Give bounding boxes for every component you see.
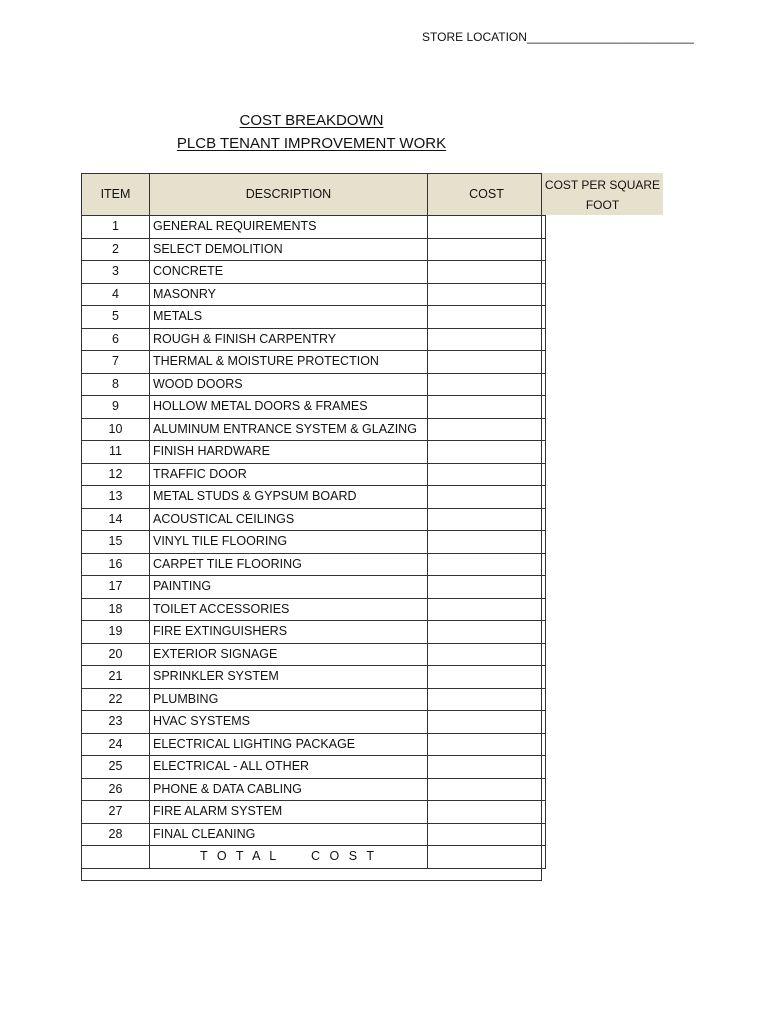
table-row (82, 688, 546, 711)
item-number-cell: 10 (82, 418, 150, 441)
cost-cell[interactable] (428, 283, 546, 306)
total-row (82, 846, 546, 869)
column-header-description: DESCRIPTION (150, 174, 428, 216)
table-row (82, 553, 546, 576)
item-number-cell: 2 (82, 238, 150, 261)
item-number-cell: 6 (82, 328, 150, 351)
item-number-cell: 4 (82, 283, 150, 306)
description-cell: ROUGH & FINISH CARPENTRY (150, 328, 428, 351)
item-number-cell: 23 (82, 711, 150, 734)
description-cell: ACOUSTICAL CEILINGS (150, 508, 428, 531)
item-number-cell: 19 (82, 621, 150, 644)
description-cell: ALUMINUM ENTRANCE SYSTEM & GLAZING (150, 418, 428, 441)
cost-cell[interactable] (428, 576, 546, 599)
cost-cell[interactable] (428, 778, 546, 801)
table-row (82, 576, 546, 599)
description-cell: PAINTING (150, 576, 428, 599)
description-cell: PLUMBING (150, 688, 428, 711)
table-row (82, 621, 546, 644)
description-cell: MASONRY (150, 283, 428, 306)
table-row (82, 823, 546, 846)
description-cell: CARPET TILE FLOORING (150, 553, 428, 576)
cost-cell[interactable] (428, 733, 546, 756)
store-location-field: STORE LOCATION_________________________ (422, 30, 694, 44)
title-plcb-tenant-improvement: PLCB TENANT IMPROVEMENT WORK (176, 135, 447, 152)
total-cost-label: T O T A L C O S T (150, 846, 428, 869)
table-row (82, 396, 546, 419)
table-body (82, 216, 546, 846)
description-cell: THERMAL & MOISTURE PROTECTION (150, 351, 428, 374)
item-number-cell: 14 (82, 508, 150, 531)
description-cell: SPRINKLER SYSTEM (150, 666, 428, 689)
table-row (82, 666, 546, 689)
cost-cell[interactable] (428, 238, 546, 261)
table-row (82, 486, 546, 509)
table-row (82, 598, 546, 621)
item-number-cell: 24 (82, 733, 150, 756)
cost-cell[interactable] (428, 486, 546, 509)
item-number-cell: 22 (82, 688, 150, 711)
table-row (82, 801, 546, 824)
item-number-cell: 7 (82, 351, 150, 374)
table-row (82, 643, 546, 666)
total-cost-value-cell[interactable] (428, 846, 546, 869)
cost-cell[interactable] (428, 801, 546, 824)
item-number-cell: 18 (82, 598, 150, 621)
table-row (82, 216, 546, 239)
cost-cell[interactable] (428, 643, 546, 666)
item-number-cell: 25 (82, 756, 150, 779)
cost-breakdown-table (81, 173, 546, 869)
table-row (82, 531, 546, 554)
description-cell: ELECTRICAL - ALL OTHER (150, 756, 428, 779)
cost-cell[interactable] (428, 598, 546, 621)
item-number-cell: 1 (82, 216, 150, 239)
description-cell: TOILET ACCESSORIES (150, 598, 428, 621)
item-number-cell: 5 (82, 306, 150, 329)
description-cell: FIRE ALARM SYSTEM (150, 801, 428, 824)
description-cell: HOLLOW METAL DOORS & FRAMES (150, 396, 428, 419)
table-row (82, 463, 546, 486)
cost-cell[interactable] (428, 216, 546, 239)
table-row (82, 778, 546, 801)
cost-cell[interactable] (428, 688, 546, 711)
description-cell: METALS (150, 306, 428, 329)
description-cell: HVAC SYSTEMS (150, 711, 428, 734)
cost-cell[interactable] (428, 711, 546, 734)
description-cell: WOOD DOORS (150, 373, 428, 396)
table-row (82, 238, 546, 261)
table-row (82, 508, 546, 531)
item-number-cell: 8 (82, 373, 150, 396)
item-number-cell: 20 (82, 643, 150, 666)
description-cell: FINAL CLEANING (150, 823, 428, 846)
description-cell: FIRE EXTINGUISHERS (150, 621, 428, 644)
cost-cell[interactable] (428, 823, 546, 846)
table-row (82, 756, 546, 779)
description-cell: SELECT DEMOLITION (150, 238, 428, 261)
description-cell: PHONE & DATA CABLING (150, 778, 428, 801)
cost-cell[interactable] (428, 351, 546, 374)
description-cell: FINISH HARDWARE (150, 441, 428, 464)
cost-cell[interactable] (428, 441, 546, 464)
item-number-cell: 26 (82, 778, 150, 801)
item-number-cell: 3 (82, 261, 150, 284)
table-row (82, 328, 546, 351)
column-header-cost: COST (428, 174, 546, 216)
cost-cell[interactable] (428, 306, 546, 329)
description-cell: CONCRETE (150, 261, 428, 284)
table-row (82, 373, 546, 396)
cost-cell[interactable] (428, 261, 546, 284)
cost-cell[interactable] (428, 621, 546, 644)
total-item-cell (82, 846, 150, 869)
cost-cell[interactable] (428, 531, 546, 554)
table-row (82, 418, 546, 441)
table-row (82, 283, 546, 306)
item-number-cell: 28 (82, 823, 150, 846)
description-cell: GENERAL REQUIREMENTS (150, 216, 428, 239)
cost-cell[interactable] (428, 756, 546, 779)
title-cost-breakdown: COST BREAKDOWN (239, 112, 384, 129)
item-number-cell: 17 (82, 576, 150, 599)
item-number-cell: 27 (82, 801, 150, 824)
item-number-cell: 16 (82, 553, 150, 576)
description-cell: TRAFFIC DOOR (150, 463, 428, 486)
cost-cell[interactable] (428, 328, 546, 351)
table-row (82, 306, 546, 329)
description-cell: ELECTRICAL LIGHTING PACKAGE (150, 733, 428, 756)
table-row (82, 711, 546, 734)
cost-cell[interactable] (428, 666, 546, 689)
description-cell: METAL STUDS & GYPSUM BOARD (150, 486, 428, 509)
column-header-cost-per-square-foot: COST PER SQUARE FOOT (542, 173, 663, 215)
item-number-cell: 9 (82, 396, 150, 419)
cost-cell[interactable] (428, 396, 546, 419)
item-number-cell: 13 (82, 486, 150, 509)
cost-cell[interactable] (428, 508, 546, 531)
cost-cell[interactable] (428, 373, 546, 396)
table-header-row (82, 174, 546, 216)
table-row (82, 261, 546, 284)
item-number-cell: 21 (82, 666, 150, 689)
cost-cell[interactable] (428, 463, 546, 486)
column-header-item: ITEM (82, 174, 150, 216)
item-number-cell: 12 (82, 463, 150, 486)
cost-cell[interactable] (428, 553, 546, 576)
item-number-cell: 15 (82, 531, 150, 554)
description-cell: VINYL TILE FLOORING (150, 531, 428, 554)
table-row (82, 441, 546, 464)
table-row (82, 351, 546, 374)
cost-cell[interactable] (428, 418, 546, 441)
description-cell: EXTERIOR SIGNAGE (150, 643, 428, 666)
table-row (82, 733, 546, 756)
item-number-cell: 11 (82, 441, 150, 464)
